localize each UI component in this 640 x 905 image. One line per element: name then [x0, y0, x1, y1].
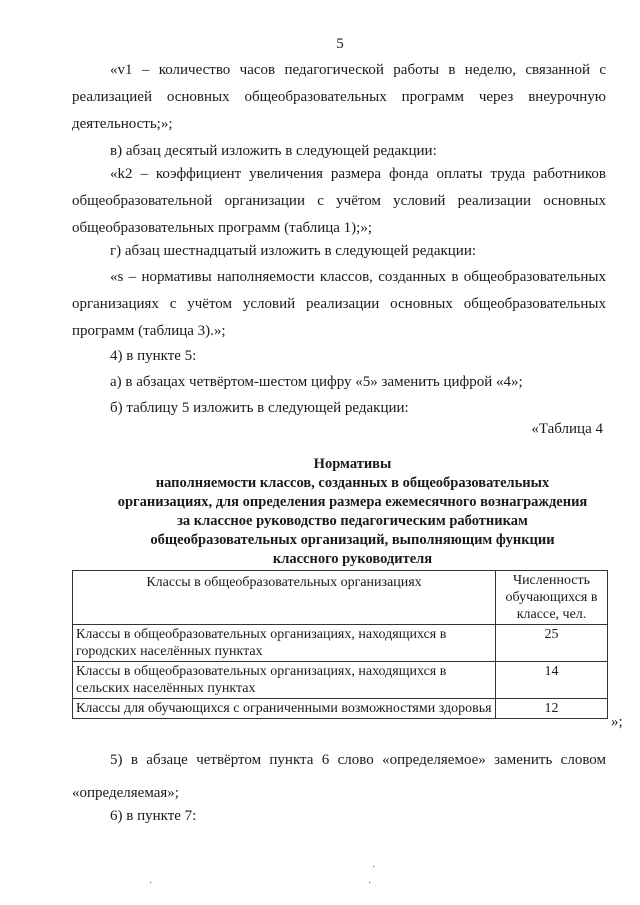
table-cell-count: 12	[496, 699, 608, 719]
table-title-line: классного руководителя	[272, 551, 433, 567]
paragraph-v: в) абзац десятый изложить в следующей редакции:	[110, 143, 437, 159]
paragraph-s: «s – нормативы наполняемости классов, созданных в общеобразовательных организациях с учётом условий реализации основных общеобразовательных программ (таблица 3).»;	[72, 269, 606, 339]
paragraph-item-6: 6) в пункте 7:	[110, 808, 197, 824]
table-title-line: за классное руководство педагогическим работникам	[177, 513, 528, 529]
paragraph-k2: «k2 – коэффициент увеличения размера фонда оплаты труда работников общеобразовательной организации с учётом условий реализации основных общеобразовательных программ (таблица 1);»;	[72, 166, 606, 236]
scan-speck: ·	[149, 878, 153, 889]
table-row	[73, 662, 608, 699]
table-cell-class: Классы в общеобразовательных организациях, находящихся в городских населённых пунктах	[73, 625, 496, 662]
table-row	[73, 625, 608, 662]
table-header-classes: Классы в общеобразовательных организациях	[73, 571, 496, 625]
table-closing-quote: »;	[611, 714, 623, 730]
table-title-line: общеобразовательных организаций, выполняющим функции	[150, 532, 555, 548]
table-cell-count: 25	[496, 625, 608, 662]
table-header-count: Численность обучающихся в классе, чел.	[496, 571, 608, 625]
norms-table	[72, 570, 608, 719]
paragraph-g: г) абзац шестнадцатый изложить в следующей редакции:	[110, 243, 477, 259]
paragraph-v1: «v1 – количество часов педагогической работы в неделю, связанной с реализацией основных общеобразовательных программ через внеурочную деятельность;»;	[72, 62, 606, 132]
table-header-row	[73, 571, 608, 625]
table-title-line: Нормативы	[313, 456, 392, 472]
paragraph-a: а) в абзацах четвёртом-шестом цифру «5» заменить цифрой «4»;	[110, 374, 523, 390]
table-title-line: организациях, для определения размера ежемесячного вознаграждения	[117, 494, 588, 510]
paragraph-item-5: 5) в абзаце четвёртом пункта 6 слово «определяемое» заменить словом «определяемая»;	[72, 752, 606, 801]
table-reference: «Таблица 4	[531, 421, 603, 437]
table-title	[80, 455, 625, 569]
scan-speck: ·	[368, 878, 372, 889]
table-cell-class: Классы в общеобразовательных организациях, находящихся в сельских населённых пунктах	[73, 662, 496, 699]
paragraph-item-4: 4) в пункте 5:	[110, 348, 197, 364]
table-row	[73, 699, 608, 719]
scan-speck: ·	[372, 862, 376, 873]
paragraph-b: б) таблицу 5 изложить в следующей редакции:	[110, 400, 409, 416]
table-title-line: наполняемости классов, созданных в общеобразовательных	[155, 475, 550, 491]
table-cell-class: Классы для обучающихся с ограниченными возможностями здоровья	[73, 699, 496, 719]
page-number: 5	[336, 36, 344, 52]
table-cell-count: 14	[496, 662, 608, 699]
